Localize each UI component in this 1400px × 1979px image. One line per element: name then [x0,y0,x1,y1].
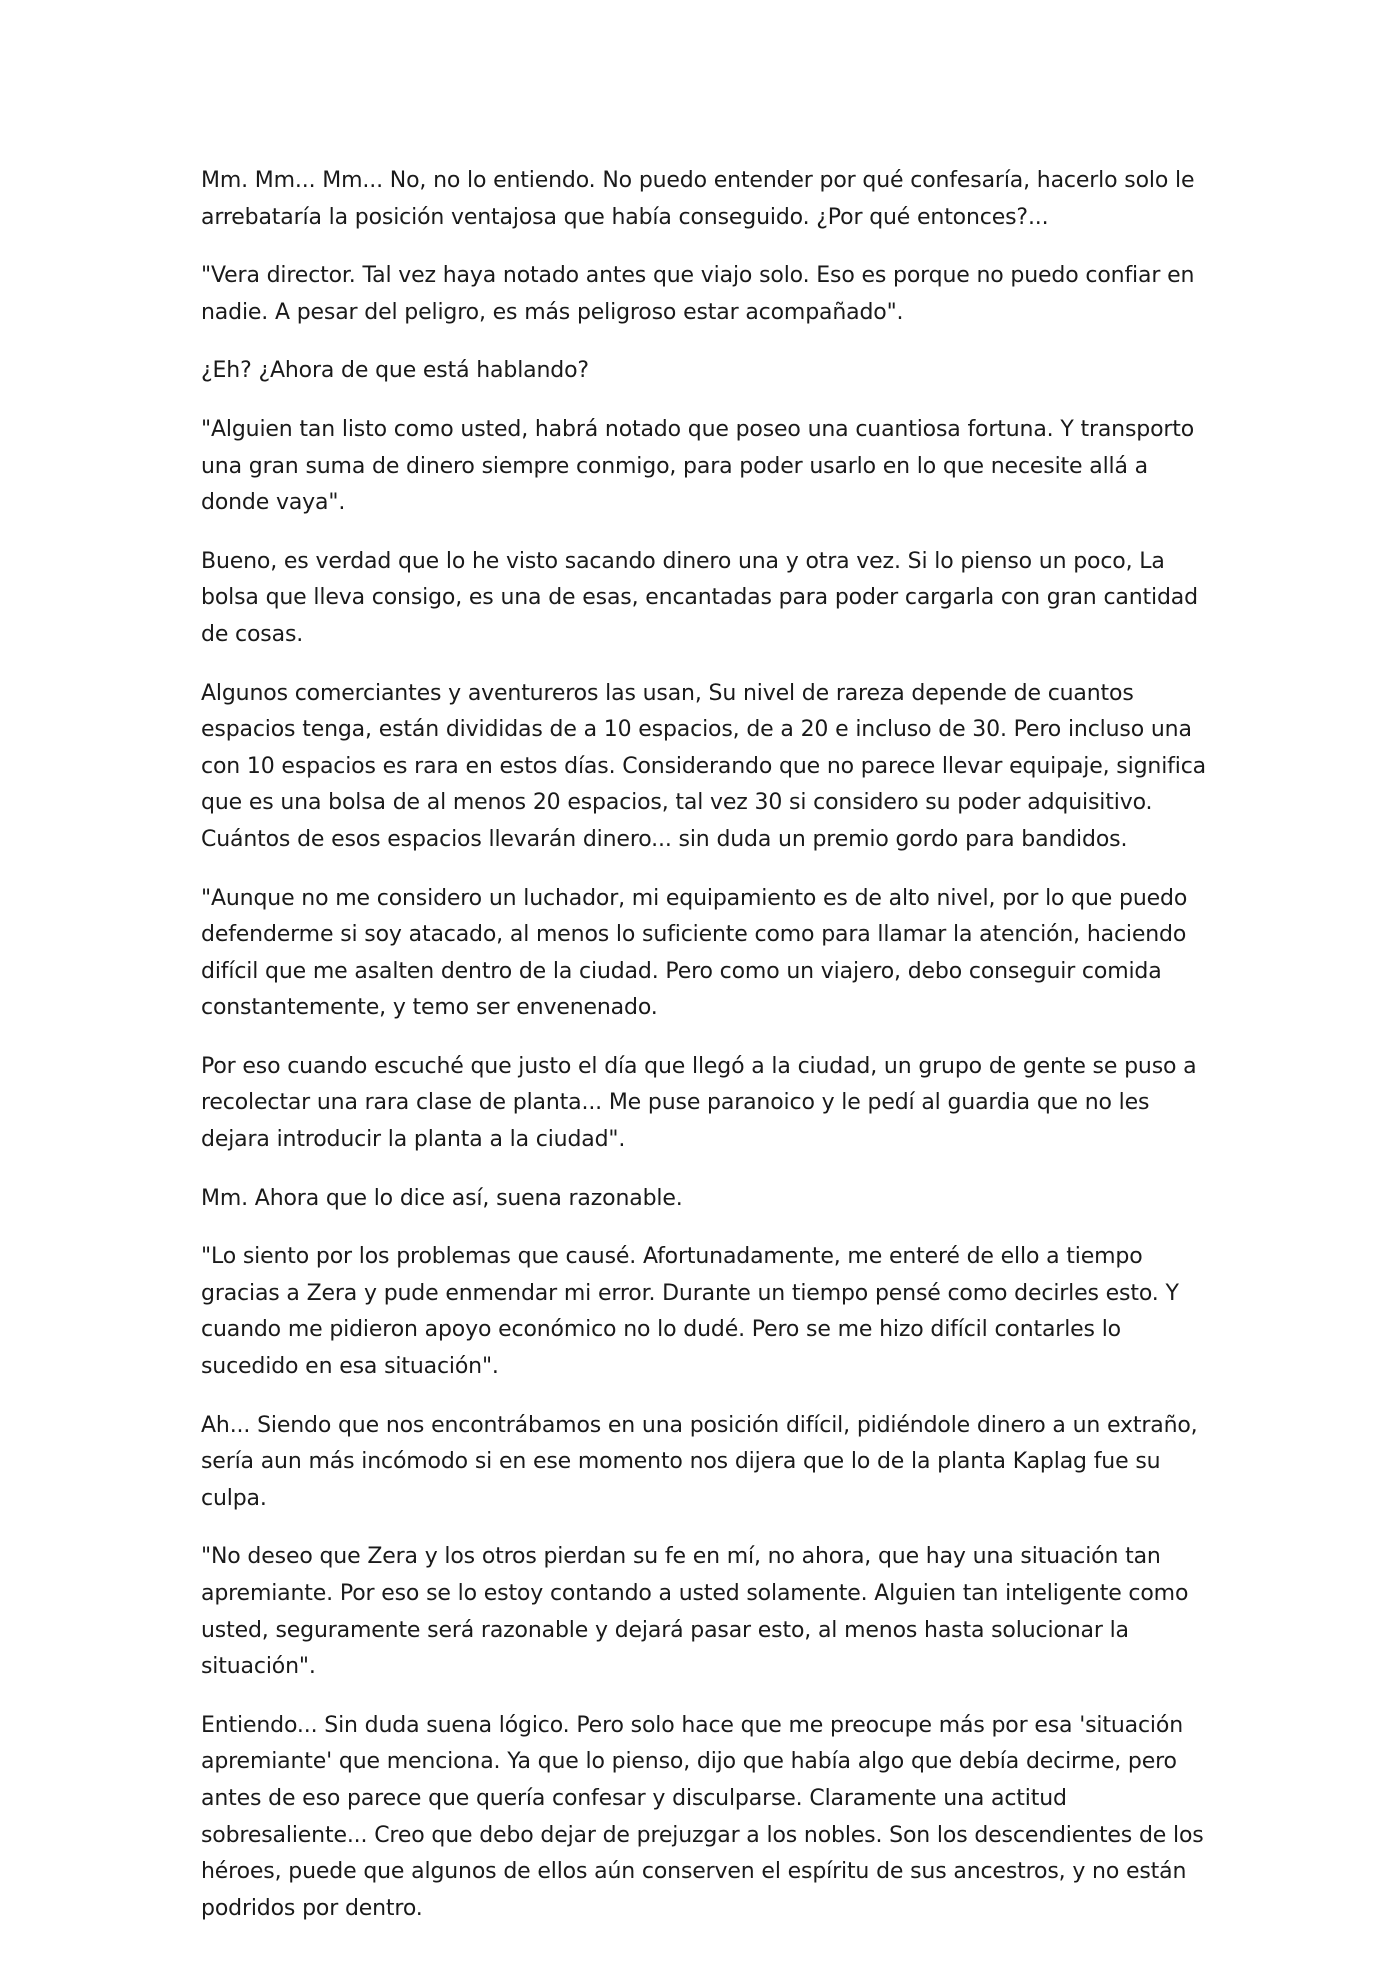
paragraph-3: ¿Eh? ¿Ahora de que está hablando? [201,358,589,384]
paragraph-4: "Alguien tan listo como usted, habrá notado que poseo una cuantiosa fortuna. Y transporto una gran suma de dinero siempre conmigo, para poder usarlo en lo que necesite allá a donde vaya". [201,416,1195,516]
paragraph-6: Algunos comerciantes y aventureros las usan, Su nivel de rareza depende de cuantos espacios tenga, están divididas de a 10 espacios, de a 20 e incluso de 30. Pero incluso una con 10 espacios es rara en estos días. Considerando que no parece llevar equipaje, significa que es una bolsa de al menos 20 espacios, tal vez 30 si considero su poder adquisitivo. Cuántos de esos espacios llevarán dinero... sin duda un premio gordo para bandidos. [201,680,1206,852]
paragraph-1: Mm. Mm... Mm... No, no lo entiendo. No puedo entender por qué confesaría, hacerlo solo le arrebataría la posición ventajosa que había conseguido. ¿Por qué entonces?... [201,168,1195,230]
paragraph-9: Mm. Ahora que lo dice así, suena razonable. [201,1185,683,1211]
paragraph-2: "Vera director. Tal vez haya notado antes que viajo solo. Eso es porque no puedo confiar en nadie. A pesar del peligro, es más peligroso estar acompañado". [201,263,1195,325]
paragraph-10: "Lo siento por los problemas que causé. Afortunadamente, me enteré de ello a tiempo gracias a Zera y pude enmendar mi error. Durante un tiempo pensé como decirles esto. Y cuando me pidieron apoyo económico no lo dudé. Pero se me hizo difícil contarles lo sucedido en esa situación". [201,1244,1179,1380]
paragraph-13: Entiendo... Sin duda suena lógico. Pero solo hace que me preocupe más por esa 'situación apremiante' que menciona. Ya que lo pienso, dijo que había algo que debía decirme, pero antes de eso parece que quería confesar y disculparse. Claramente una actitud sobresaliente... Creo que debo dejar de prejuzgar a los nobles. Son los descendientes de los héroes, puede que algunos de ellos aún conserven el espíritu de sus ancestros, y no están podridos por dentro. [201,1712,1204,1921]
body-text [201,163,1211,1949]
paragraph-5: Bueno, es verdad que lo he visto sacando dinero una y otra vez. Si lo pienso un poco, La bolsa que lleva consigo, es una de esas, encantadas para poder cargarla con gran cantidad de cosas. [201,548,1198,647]
paragraph-8: Por eso cuando escuché que justo el día que llegó a la ciudad, un grupo de gente se puso a recolectar una rara clase de planta... Me puse paranoico y le pedí al guardia que no les dejara introducir la planta a la ciudad". [201,1053,1197,1153]
paragraph-11: Ah... Siendo que nos encontrábamos en una posición difícil, pidiéndole dinero a un extraño, sería aun más incómodo si en ese momento nos dijera que lo de la planta Kaplag fue su culpa. [201,1412,1198,1511]
paragraph-7: "Aunque no me considero un luchador, mi equipamiento es de alto nivel, por lo que puedo defenderme si soy atacado, al menos lo suficiente como para llamar la atención, haciendo difícil que me asalten dentro de la ciudad. Pero como un viajero, debo conseguir comida constantemente, y temo ser envenenado. [201,885,1188,1021]
paragraph-12: "No deseo que Zera y los otros pierdan su fe en mí, no ahora, que hay una situación tan apremiante. Por eso se lo estoy contando a usted solamente. Alguien tan inteligente como usted, seguramente será razonable y dejará pasar esto, al menos hasta solucionar la situación". [201,1544,1189,1680]
